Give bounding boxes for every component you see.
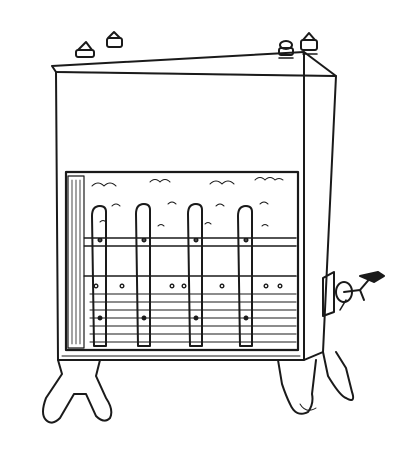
heater-side-panel	[304, 76, 336, 360]
burner-holes	[94, 284, 282, 288]
radiant-column-3	[188, 204, 202, 346]
heater-legs	[43, 352, 353, 423]
top-knobs	[76, 32, 317, 58]
knob-right-2	[301, 33, 317, 54]
knob-left-1	[76, 42, 94, 57]
knob-left-2	[107, 32, 122, 47]
side-valve	[323, 272, 384, 316]
heater-window	[66, 172, 298, 350]
radiant-columns	[92, 204, 252, 346]
knob-right-1	[279, 41, 293, 58]
radiant-column-2	[136, 204, 150, 346]
